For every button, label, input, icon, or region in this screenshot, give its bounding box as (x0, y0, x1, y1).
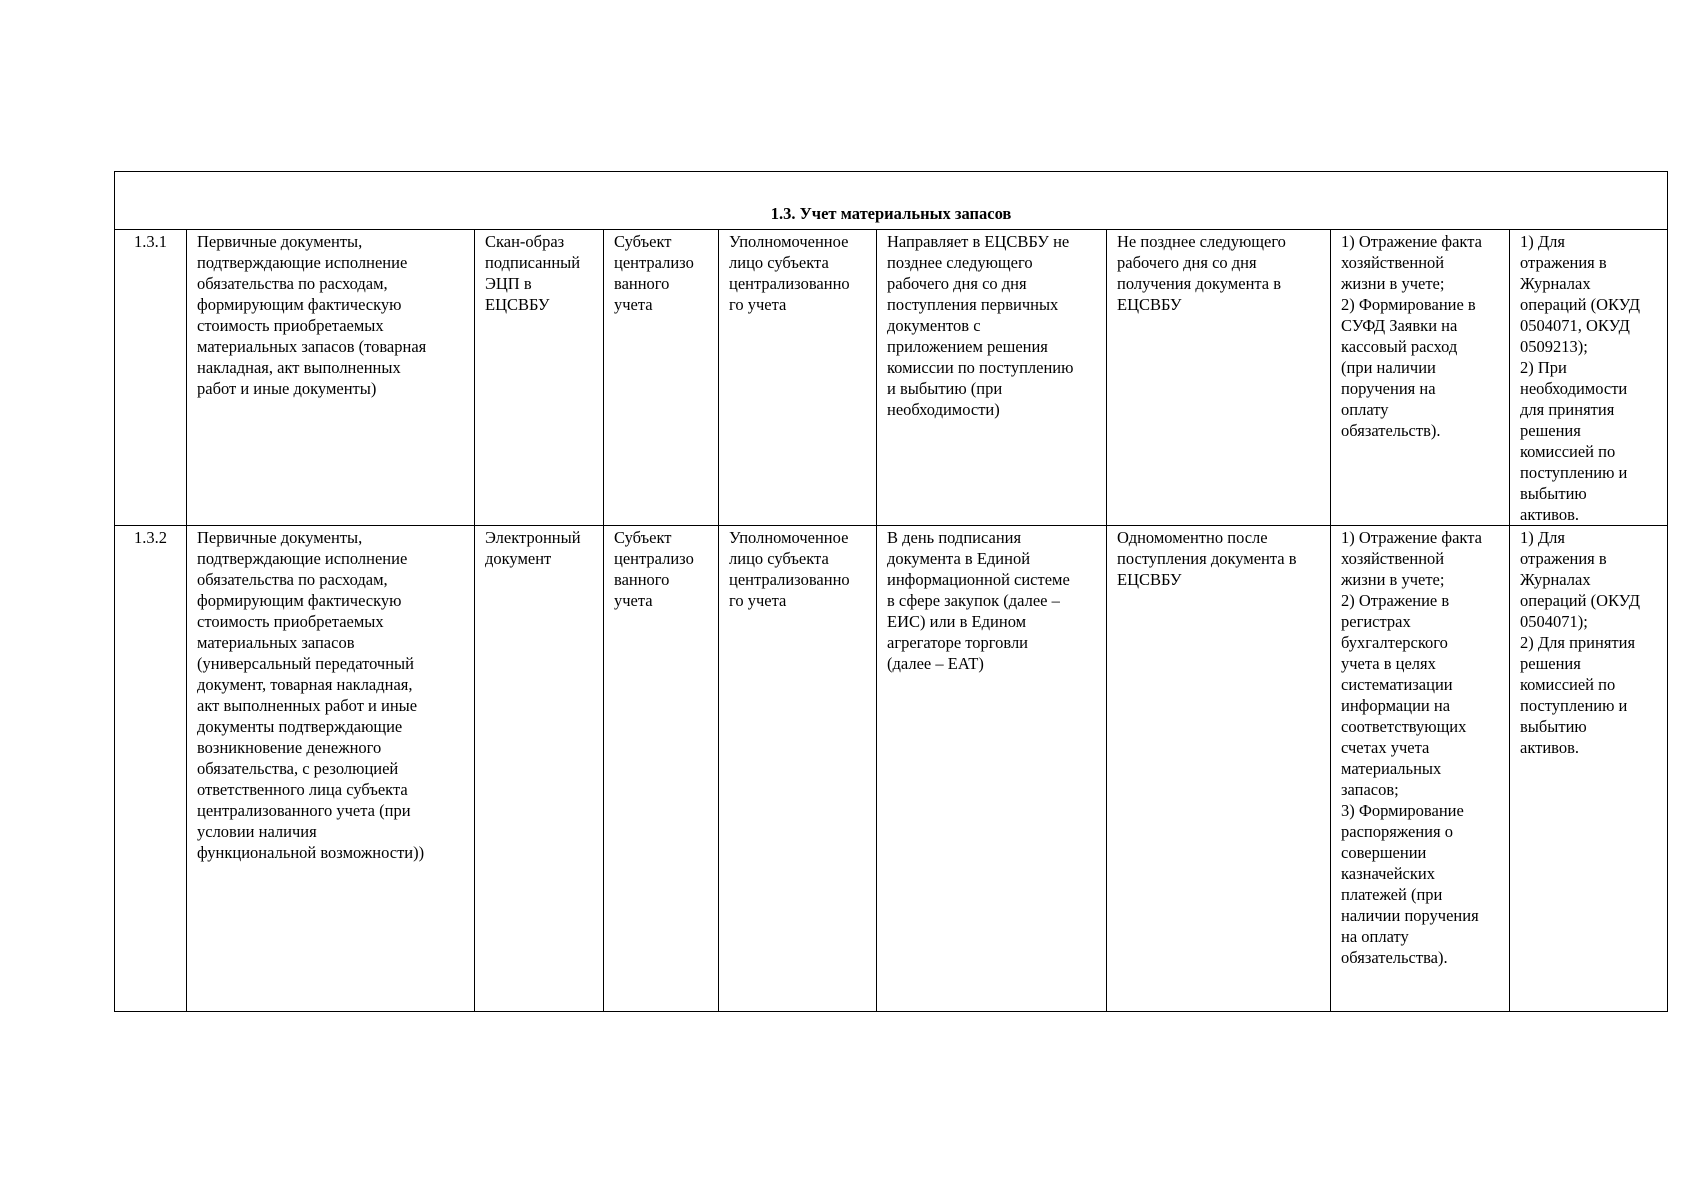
form-cell: Скан-образ подписанный ЭЦП в ЕЦСВБУ (475, 230, 604, 526)
form-cell: Электронный документ (475, 526, 604, 1012)
actions-cell: 1) Отражение факта хозяйственной жизни в учете; 2) Формирование в СУФД Заявки на кассовый расход (при наличии поручения на оплату обязательств). (1331, 230, 1510, 526)
subject-cell: Субъект централизо ванного учета (604, 230, 719, 526)
document-cell: Первичные документы, подтверждающие исполнение обязательства по расходам, формирующим фактическую стоимость приобретаемых материальных запасов (универсальный передаточный документ, товарная накладная, акт выполненных работ и иные документы подтверждающие возникновение денежного обязательства, с резолюцией ответственного лица субъекта централизованного учета (при условии наличия функциональной возможности)) (187, 526, 475, 1012)
section-header-row (115, 172, 1668, 230)
deadline-cell: Не позднее следующего рабочего дня со дня получения документа в ЕЦСВБУ (1107, 230, 1331, 526)
deadline-cell: Одномоментно после поступления документа в ЕЦСВБУ (1107, 526, 1331, 1012)
section-title: 1.3. Учет материальных запасов (115, 172, 1668, 230)
procedure-cell: В день подписания документа в Единой информационной системе в сфере закупок (далее – ЕИС) или в Едином агрегаторе торговли (далее – ЕАТ) (877, 526, 1107, 1012)
procedure-cell: Направляет в ЕЦСВБУ не позднее следующего рабочего дня со дня поступления первичных документов с приложением решения комиссии по поступлению и выбытию (при необходимости) (877, 230, 1107, 526)
responsible-cell: Уполномоченное лицо субъекта централизованно го учета (719, 230, 877, 526)
purpose-cell: 1) Для отражения в Журналах операций (ОКУД 0504071); 2) Для принятия решения комиссией по поступлению и выбытию активов. (1510, 526, 1668, 1012)
purpose-cell: 1) Для отражения в Журналах операций (ОКУД 0504071, ОКУД 0509213); 2) При необходимости для принятия решения комиссией по поступлению и выбытию активов. (1510, 230, 1668, 526)
accounting-procedure-table (114, 171, 1668, 1012)
actions-cell: 1) Отражение факта хозяйственной жизни в учете; 2) Отражение в регистрах бухгалтерского учета в целях систематизации информации на соответствующих счетах учета материальных запасов; 3) Формирование распоряжения о совершении казначейских платежей (при наличии поручения на оплату обязательства). (1331, 526, 1510, 1012)
subject-cell: Субъект централизо ванного учета (604, 526, 719, 1012)
responsible-cell: Уполномоченное лицо субъекта централизованно го учета (719, 526, 877, 1012)
table-row (115, 230, 1668, 526)
row-number: 1.3.2 (115, 526, 187, 1012)
row-number: 1.3.1 (115, 230, 187, 526)
document-cell: Первичные документы, подтверждающие исполнение обязательства по расходам, формирующим фактическую стоимость приобретаемых материальных запасов (товарная накладная, акт выполненных работ и иные документы) (187, 230, 475, 526)
table-row (115, 526, 1668, 1012)
